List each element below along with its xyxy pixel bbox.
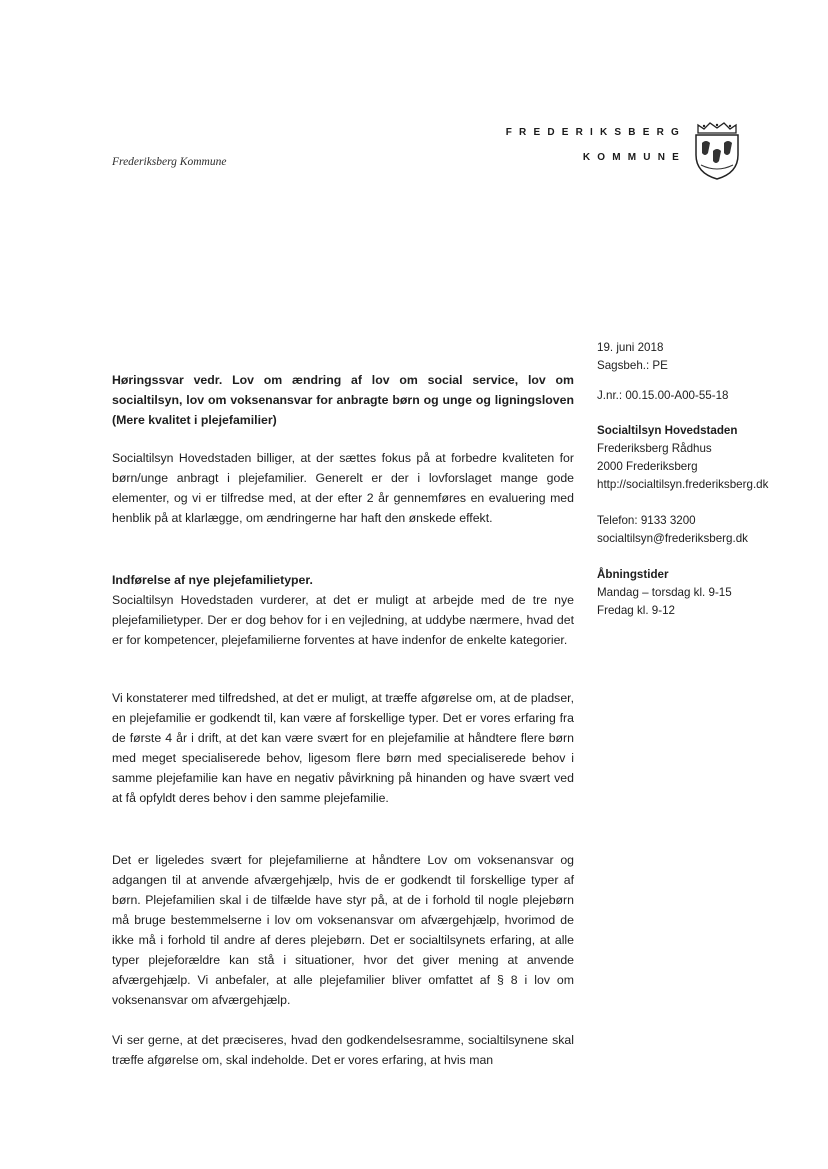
organization-name: Socialtilsyn Hovedstaden <box>597 424 738 437</box>
paragraph-plejefamilietyper: Socialtilsyn Hovedstaden vurderer, at det er muligt at arbejde med de tre nye plejefamilietyper. Der er dog behov for i en vejledning, at uddybe nærmere, hvad det er for kompetencer, plejefamilierne forventes at have indenfor de enkelte kategorier. <box>112 593 574 647</box>
paragraph-godkendelsesramme: Vi ser gerne, at det præciseres, hvad den godkendelsesramme, socialtilsynene skal træffe afgørelse om, skal indeholde. Det er vores erfaring, at hvis man <box>112 1033 574 1067</box>
paragraph-voksenansvar: Det er ligeledes svært for plejefamilierne at håndtere Lov om voksenansvar og adgangen til at anvende afværgehjælp, hvis de er godkendt til forskellige typer af børn. Plejefamilien skal i de tilfælde have styr på, at de i forhold til nogle plejebørn må bruge bestemmelserne i lov om voksenansvar om afværgehjælp, hvorimod de ikke må i forhold til andre af deres plejebørn. Det er socialtilsynets erfaring, at alle typer plejeforældre kan stå i situationer, hvor det giver mening at anvende afværgehjælp. Vi anbefaler, at alle plejefamilier bliver omfattet af § 8 i lov om voksenansvar om afværgehjælp. <box>112 853 574 1007</box>
document-title: Høringssvar vedr. Lov om ændring af lov om social service, lov om socialtilsyn, lov om voksenansvar for anbragte børn og unge og ligningsloven (Mere kvalitet i plejefamilier) <box>112 373 574 427</box>
phone-number: Telefon: 9133 3200 <box>597 514 696 527</box>
opening-hours-title: Åbningstider <box>597 568 669 581</box>
kommune-name-italic: Frederiksberg Kommune <box>112 156 227 168</box>
brand-name-line2: KOMMUNE <box>582 152 686 163</box>
letter-date: 19. juni 2018 <box>597 341 664 354</box>
section-heading: Indførelse af nye plejefamilietyper. <box>112 573 313 587</box>
opening-hours-weekdays: Mandag – torsdag kl. 9-15 <box>597 586 732 599</box>
case-handler: Sagsbeh.: PE <box>597 359 668 372</box>
address-line-2: 2000 Frederiksberg <box>597 460 698 473</box>
website-link[interactable]: http://socialtilsyn.frederiksberg.dk <box>597 478 769 491</box>
journal-number: J.nr.: 00.15.00-A00-55-18 <box>597 389 729 402</box>
email-link[interactable]: socialtilsyn@frederiksberg.dk <box>597 532 748 545</box>
brand-name-line1: FREDERIKSBERG <box>505 127 686 138</box>
address-line-1: Frederiksberg Rådhus <box>597 442 712 455</box>
opening-hours-friday: Fredag kl. 9-12 <box>597 604 675 617</box>
coat-of-arms-icon <box>692 121 742 181</box>
paragraph-intro: Socialtilsyn Hovedstaden billiger, at der sættes fokus på at forbedre kvaliteten for børn/unge anbragt i plejefamilier. Generelt er der i lovforslaget mange gode elementer, og vi er tilfredse med, at der efter 2 år gennemføres en evaluering med henblik på at klarlægge, om ændringerne har haft den ønskede effekt. <box>112 451 574 525</box>
paragraph-pladser: Vi konstaterer med tilfredshed, at det er muligt, at træffe afgørelse om, at de pladser, en plejefamilie er godkendt til, kan være af forskellige typer. Det er vores erfaring fra de første 4 år i drift, at det kan være svært for en plejefamilie at håndtere flere børn med meget specialiserede behov, ligesom flere børn med specialiserede behov i samme plejefamilie kan have en negativ påvirkning på hinanden og have svært ved at få opfyldt deres behov i den samme plejefamilie. <box>112 691 574 805</box>
